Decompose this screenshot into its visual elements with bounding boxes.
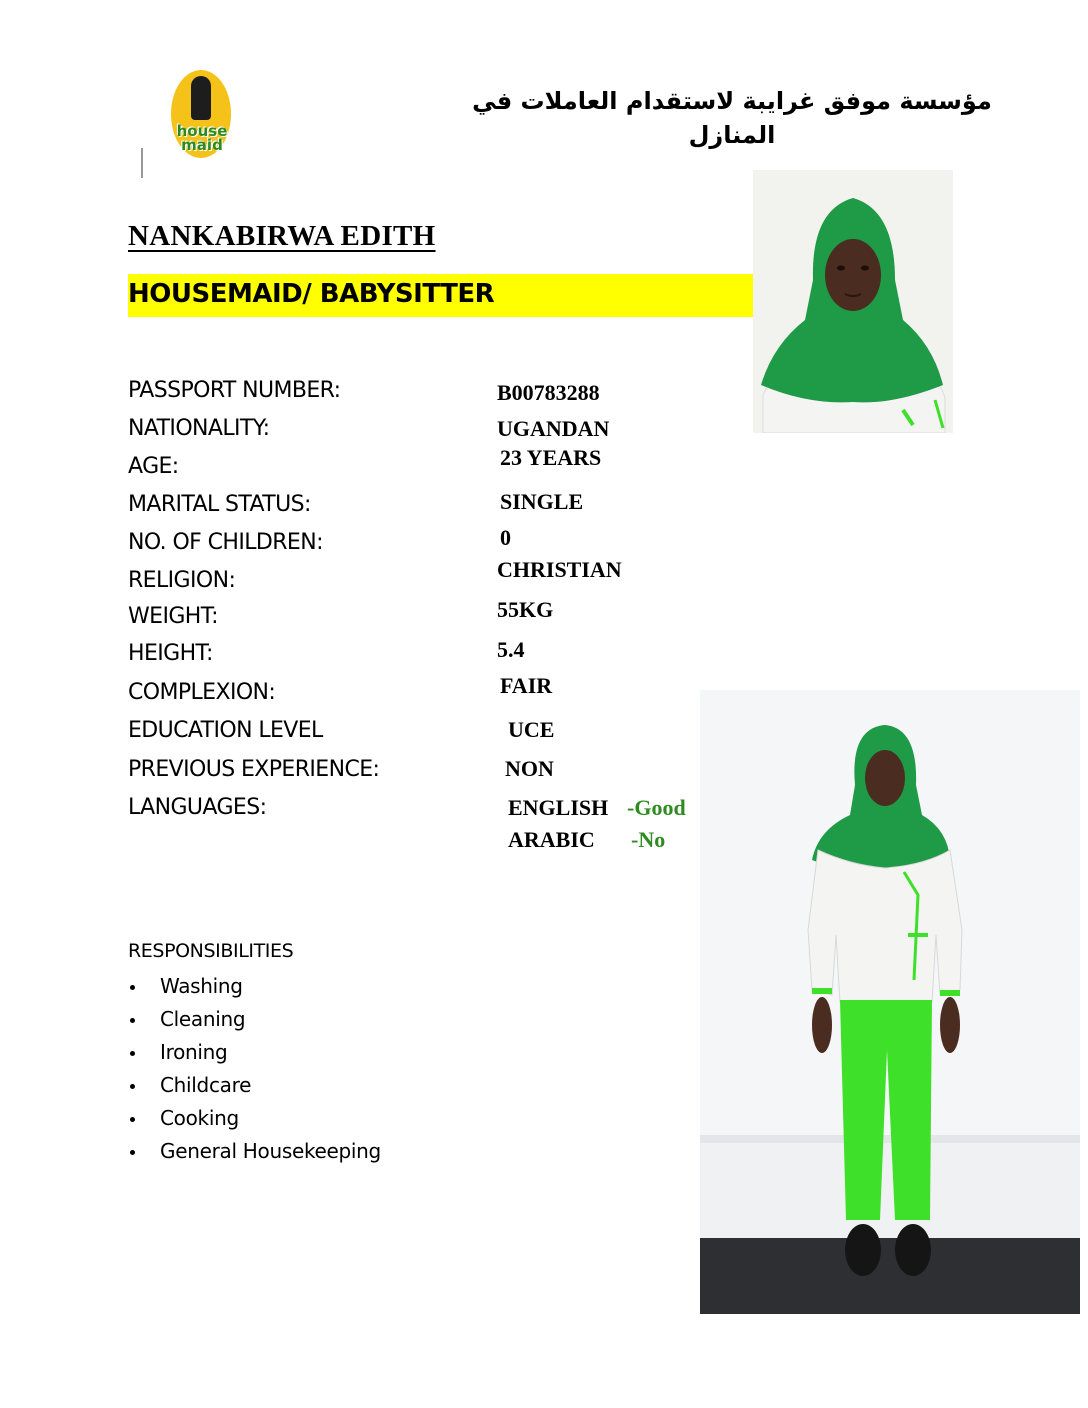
field-value-height: 5.4 [497, 637, 525, 662]
field-value-religion: CHRISTIAN [497, 557, 622, 582]
job-title: HOUSEMAID/ BABYSITTER [128, 279, 495, 309]
field-label-languages: LANGUAGES: [128, 795, 267, 820]
field-value-children: 0 [500, 525, 511, 550]
list-item: Cleaning [128, 1003, 381, 1036]
full-body-illustration [700, 690, 1080, 1314]
list-item: Washing [128, 970, 381, 1003]
portrait-photo [753, 170, 953, 433]
field-label-children: NO. OF CHILDREN: [128, 530, 323, 555]
language-name: ENGLISH [508, 795, 609, 820]
list-item: Childcare [128, 1069, 381, 1102]
field-value-weight: 55KG [497, 597, 554, 622]
candidate-name: NANKABIRWA EDITH [128, 220, 436, 252]
list-item: Cooking [128, 1102, 381, 1135]
field-value-marital-status: SINGLE [500, 489, 584, 514]
field-label-age: AGE: [128, 454, 179, 479]
housemaid-figure-icon [191, 76, 211, 120]
field-value-passport: B00783288 [497, 380, 600, 405]
language-level: -No [631, 827, 666, 852]
responsibilities-heading: RESPONSIBILITIES [128, 940, 294, 962]
list-item: Ironing [128, 1036, 381, 1069]
field-label-experience: PREVIOUS EXPERIENCE: [128, 757, 380, 782]
logo-divider [141, 148, 143, 178]
language-name: ARABIC [508, 827, 595, 852]
field-value-nationality: UGANDAN [497, 416, 610, 441]
logo-text: house maid [176, 122, 228, 154]
field-label-religion: RELIGION: [128, 568, 236, 593]
field-label-marital-status: MARITAL STATUS: [128, 492, 311, 517]
field-label-complexion: COMPLEXION: [128, 680, 276, 705]
field-value-age: 23 YEARS [500, 445, 602, 470]
field-value-complexion: FAIR [500, 673, 553, 698]
company-name-arabic: مؤسسة موفق غرايبة لاستقدام العاملات في المنازل [472, 87, 992, 149]
field-label-nationality: NATIONALITY: [128, 416, 270, 441]
field-label-passport: PASSPORT NUMBER: [128, 378, 341, 403]
language-level: -Good [627, 795, 686, 820]
field-value-education: UCE [508, 717, 555, 742]
responsibilities-list [128, 970, 381, 1168]
full-body-photo [700, 690, 1080, 1314]
company-logo [137, 48, 267, 178]
field-value-experience: NON [505, 756, 554, 781]
field-label-height: HEIGHT: [128, 641, 213, 666]
portrait-illustration [753, 170, 953, 433]
list-item: General Housekeeping [128, 1135, 381, 1168]
field-label-weight: WEIGHT: [128, 604, 218, 629]
field-label-education: EDUCATION LEVEL [128, 718, 323, 743]
